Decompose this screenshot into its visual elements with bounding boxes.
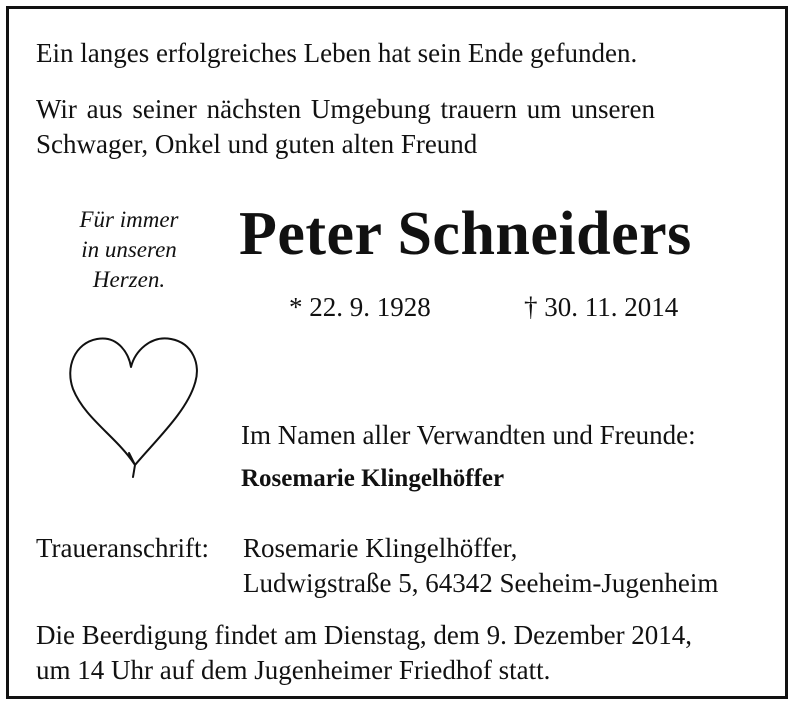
funeral-line-2: um 14 Uhr auf dem Jugenheimer Friedhof statt. bbox=[36, 655, 551, 685]
memorial-motto bbox=[49, 205, 209, 295]
deceased-name: Peter Schneiders bbox=[239, 200, 692, 268]
signatory-name: Rosemarie Klingelhöffer bbox=[241, 465, 505, 492]
address-line-1: Rosemarie Klingelhöffer, bbox=[243, 533, 518, 563]
motto-line-2: in unseren bbox=[81, 237, 177, 262]
birth-date: * 22. 9. 1928 bbox=[289, 292, 431, 322]
motto-line-1: Für immer bbox=[79, 207, 179, 232]
motto-line-3: Herzen. bbox=[92, 267, 166, 292]
intro-line-2: Wir aus seiner nächsten Umgebung trauern um unseren bbox=[36, 94, 655, 124]
intro-line-1: Ein langes erfolgreiches Leben hat sein Ende gefunden. bbox=[36, 38, 638, 68]
funeral-line-1: Die Beerdigung findet am Dienstag, dem 9. Dezember 2014, bbox=[36, 620, 693, 650]
address-line-2: Ludwigstraße 5, 64342 Seeheim-Jugenheim bbox=[243, 568, 719, 598]
signature-intro: Im Namen aller Verwandten und Freunde: bbox=[241, 420, 696, 450]
death-date: † 30. 11. 2014 bbox=[524, 292, 679, 322]
heart-icon bbox=[57, 327, 205, 487]
obituary-notice bbox=[6, 6, 788, 699]
address-label: Traueranschrift: bbox=[36, 533, 209, 563]
intro-line-3: Schwager, Onkel und guten alten Freund bbox=[36, 129, 478, 159]
